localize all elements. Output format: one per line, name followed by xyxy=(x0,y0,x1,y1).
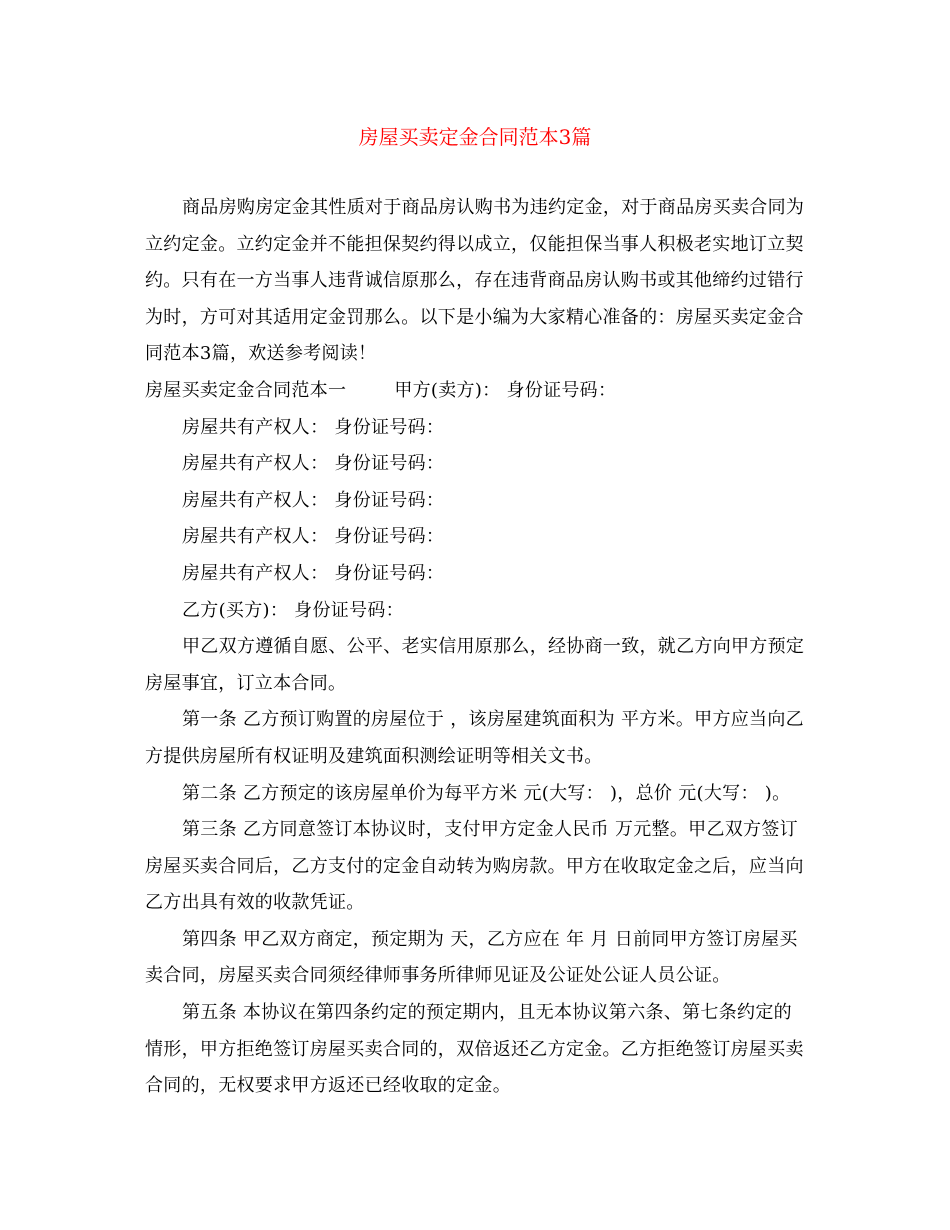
co-owner-line: 房屋共有产权人： 身份证号码： xyxy=(182,489,445,511)
article-1: 第一条 乙方预订购置的房屋位于 ，该房屋建筑面积为 平方米。甲方应当向乙方提供房屋所有权证明及建筑面积测绘证明等相关文书。 xyxy=(145,709,804,767)
document-body xyxy=(145,190,805,1105)
party-a-line: 甲方(卖方)： 身份证号码： xyxy=(394,379,617,401)
article-5: 第五条 本协议在第四条约定的预定期内，且无本协议第六条、第七条约定的情形，甲方拒绝签订房屋买卖合同的，双倍返还乙方定金。乙方拒绝签订房屋买卖合同的，无权要求甲方返还已经收取的定金。 xyxy=(145,1002,804,1097)
document-title: 房屋买卖定金合同范本3篇 xyxy=(358,125,592,149)
preamble-paragraph: 甲乙双方遵循自愿、公平、老实信用原那么，经协商一致，就乙方向甲方预定房屋事宜，订立本合同。 xyxy=(145,636,805,694)
co-owner-line: 房屋共有产权人： 身份证号码： xyxy=(182,453,445,475)
co-owner-line: 房屋共有产权人： 身份证号码： xyxy=(182,416,445,438)
article-4: 第四条 甲乙双方商定，预定期为 天，乙方应在 年 月 日前同甲方签订房屋买卖合同，房屋买卖合同须经律师事务所律师见证及公证处公证人员公证。 xyxy=(145,928,798,987)
co-owner-line: 房屋共有产权人： 身份证号码： xyxy=(182,526,445,548)
intro-paragraph: 商品房购房定金其性质对于商品房认购书为违约定金，对于商品房买卖合同为立约定金。立约定金并不能担保契约得以成立，仅能担保当事人积极老实地订立契约。只有在一方当事人违背诚信原那么，存在违背商品房认购书或其他缔约过错行为时，方可对其适用定金罚那么。以下是小编为大家精心准备的：房屋买卖定金合同范本3篇，欢送参考阅读！ xyxy=(145,197,805,365)
co-owner-line: 房屋共有产权人： 身份证号码： xyxy=(182,562,445,584)
sample-title: 房屋买卖定金合同范本一 xyxy=(145,379,347,401)
party-b-line: 乙方(买方)： 身份证号码： xyxy=(182,599,404,621)
sample-heading-line xyxy=(145,373,805,410)
article-3: 第三条 乙方同意签订本协议时，支付甲方定金人民币 万元整。甲乙双方签订房屋买卖合同后，乙方支付的定金自动转为购房款。甲方在收取定金之后，应当向乙方出具有效的收款凭证。 xyxy=(145,819,804,914)
article-2: 第二条 乙方预定的该房屋单价为每平方米 元(大写： )，总价 元(大写： )。 xyxy=(182,782,791,804)
